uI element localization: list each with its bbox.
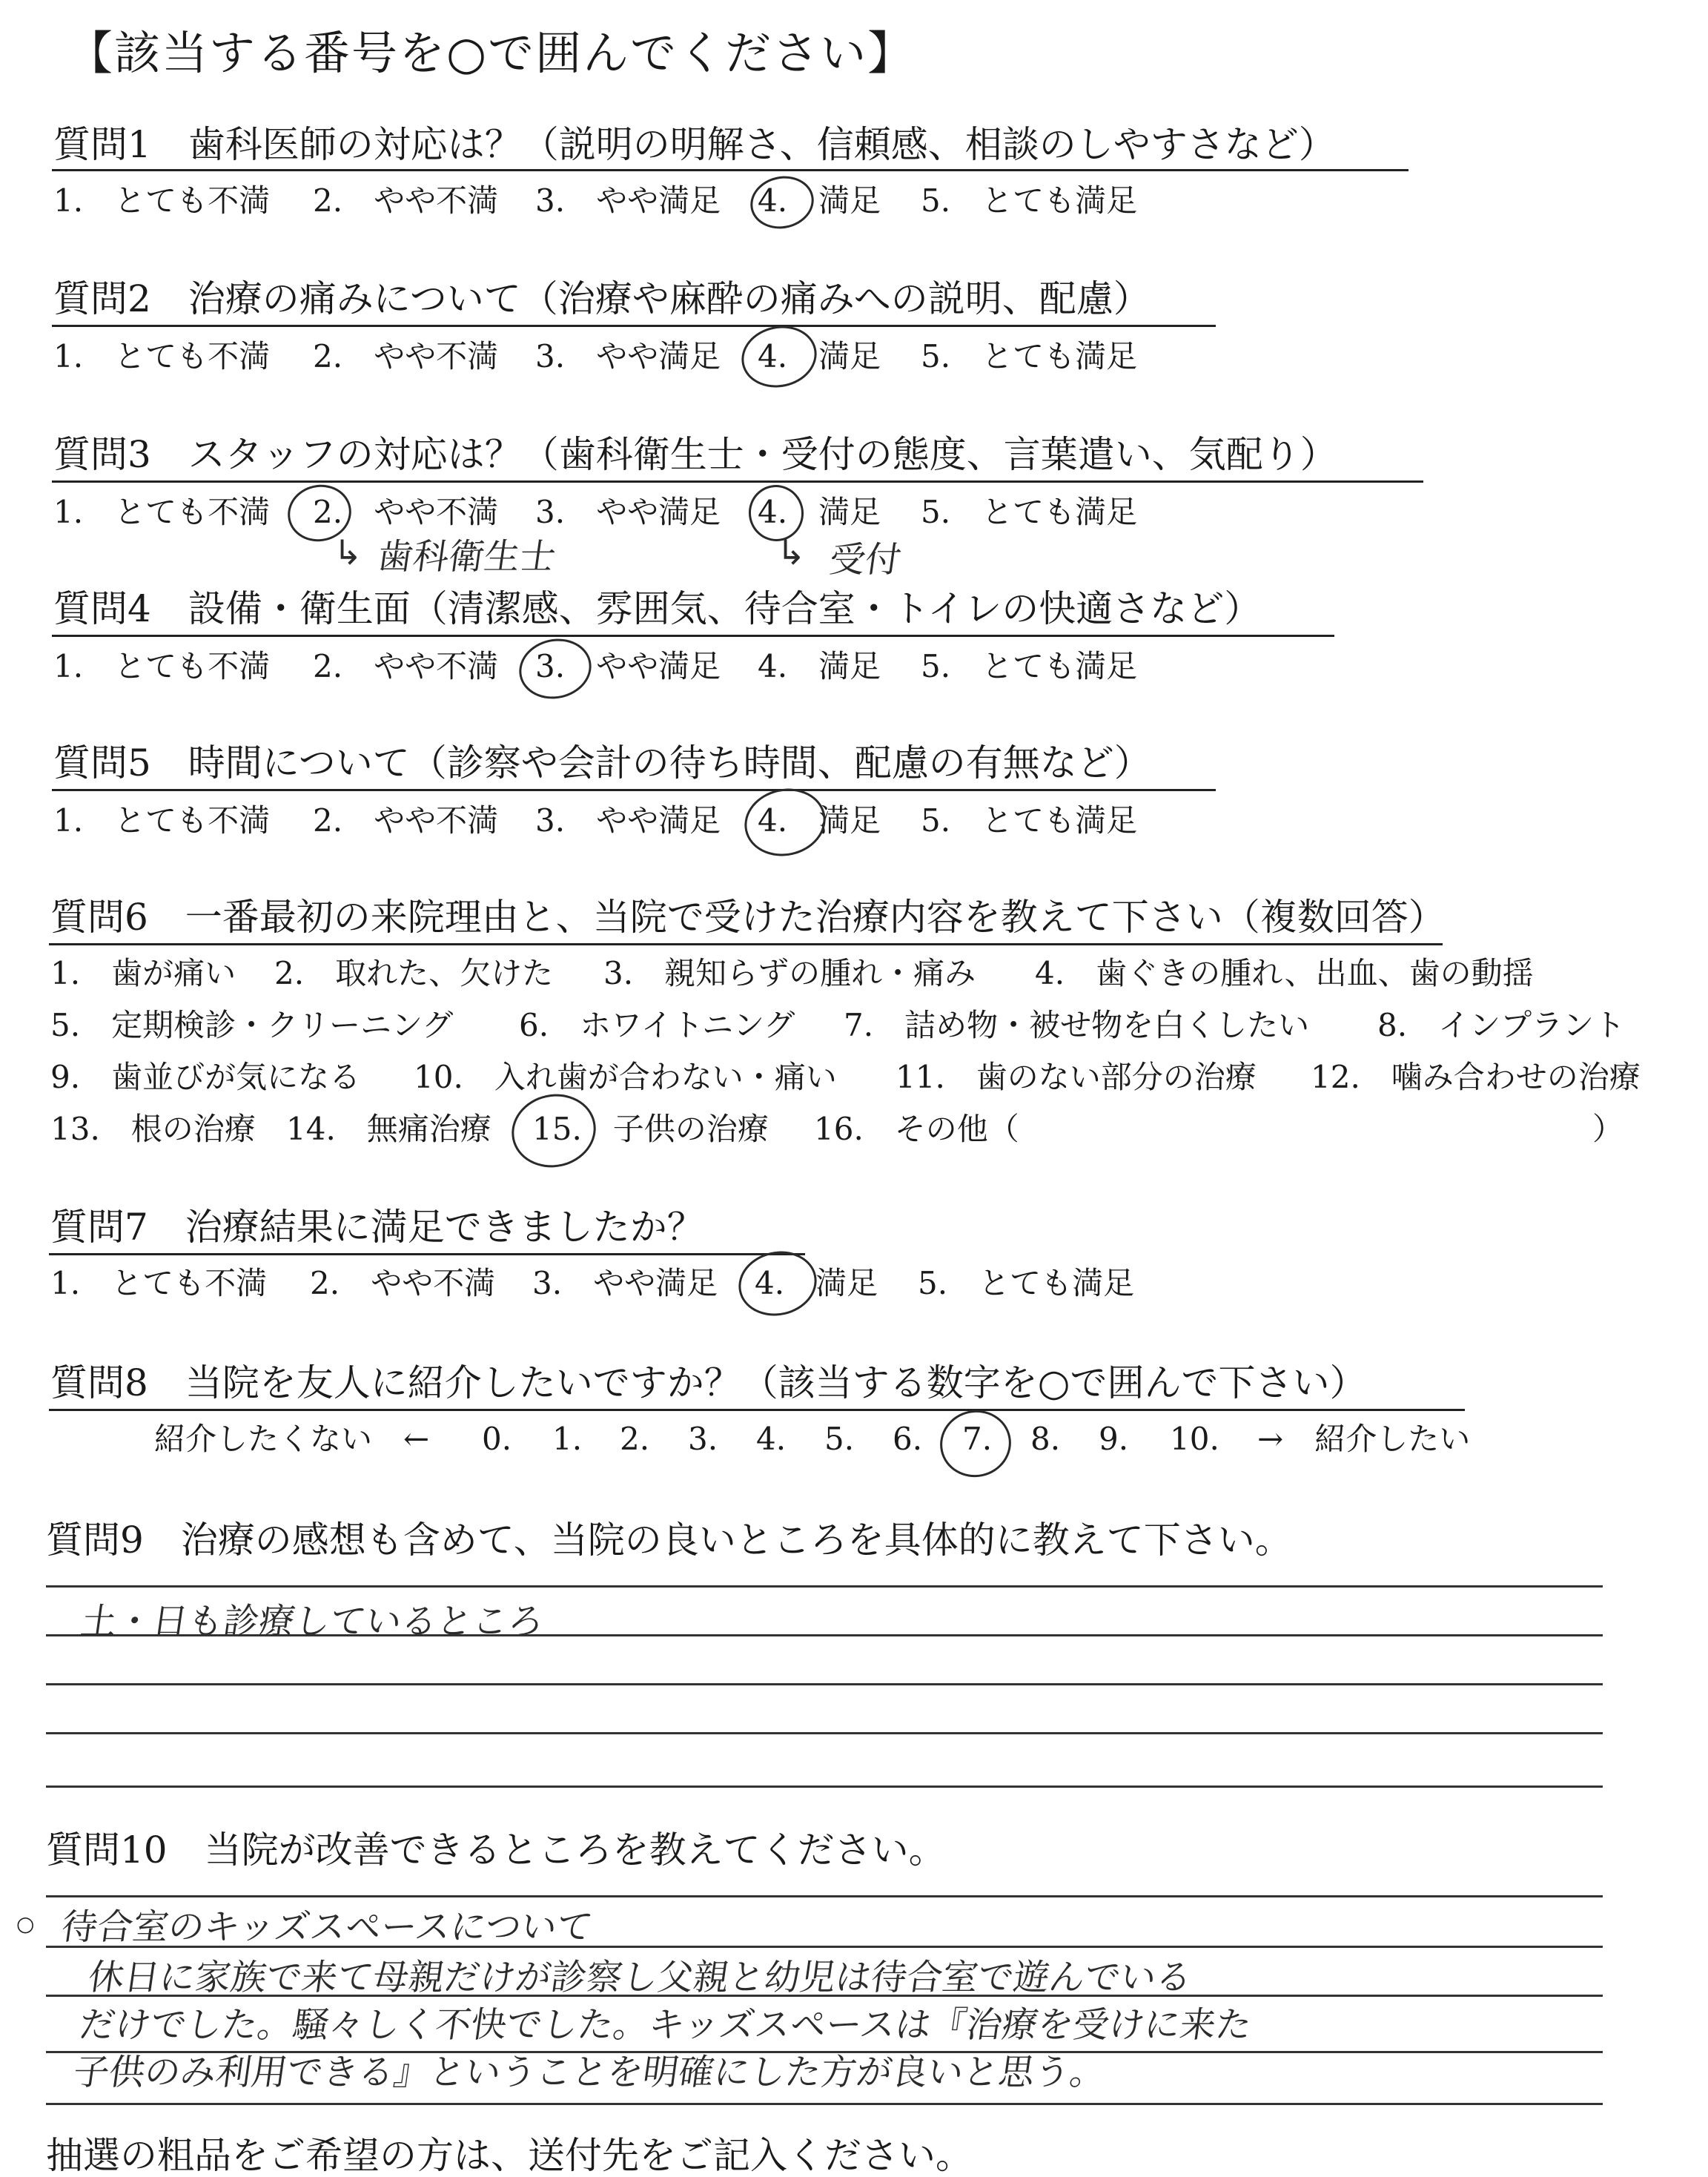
q3-option-2[interactable]: 2. やや不満 <box>313 494 499 530</box>
question-7-label: 質問7 治療結果に満足できましたか？ <box>50 1206 704 1249</box>
q7-option-5[interactable]: 5. とても満足 <box>918 1265 1135 1301</box>
q6-option-16[interactable]: 16. その他（ <box>814 1111 1019 1147</box>
q6-selection-circle <box>505 1086 603 1175</box>
question-8-label: 質問8 当院を友人に紹介したいですか？（該当する数字を○で囲んで下さい） <box>50 1361 1367 1404</box>
question-10-label: 質問10 当院が改善できるところを教えてください。 <box>46 1829 946 1872</box>
q6-option-7[interactable]: 7. 詰め物・被せ物を白くしたい <box>844 1007 1310 1043</box>
q8-number-9[interactable]: 9. <box>1099 1421 1129 1457</box>
question-6-row-3 <box>50 1059 1681 1099</box>
question-1-label: 質問1 歯科医師の対応は？（説明の明解さ、信頼感、相談のしやすさなど） <box>53 123 1336 166</box>
q3-option-4[interactable]: 4. 満足 <box>758 494 881 530</box>
q6-option-14[interactable]: 14. 無痛治療 <box>286 1111 491 1147</box>
q10-handwritten-line-1: 待合室のキッズスペースについて <box>59 1906 595 1948</box>
q8-number-5[interactable]: 5. <box>824 1421 855 1457</box>
q3-handwritten-note-right: 受付 <box>827 539 904 581</box>
question-5-underline <box>52 789 1216 791</box>
q6-option-11[interactable]: 11. 歯のない部分の治療 <box>896 1059 1257 1095</box>
q3-option-1[interactable]: 1. とても不満 <box>53 494 271 530</box>
q5-option-1[interactable]: 1. とても不満 <box>53 802 271 839</box>
q5-option-4[interactable]: 4. 満足 <box>758 802 881 839</box>
q10-handwritten-line-4: 子供のみ利用できる』ということを明確にした方が良いと思う。 <box>70 2052 1109 2093</box>
question-1-underline <box>52 169 1409 171</box>
q1-option-4[interactable]: 4. 満足 <box>758 182 881 219</box>
q7-option-3[interactable]: 3. やや満足 <box>532 1265 718 1301</box>
q8-selection-circle <box>934 1404 1018 1484</box>
question-3-options <box>53 494 1388 534</box>
q2-option-3[interactable]: 3. やや満足 <box>535 338 721 374</box>
q9-handwritten-answer: 土・日も診療しているところ <box>78 1601 547 1642</box>
q8-number-10[interactable]: 10. <box>1170 1421 1219 1457</box>
question-5-label: 質問5 時間について（診察や会計の待ち時間、配慮の有無など） <box>53 741 1151 784</box>
question-5-options <box>53 802 1388 842</box>
q8-left-label: 紹介したくない ← <box>154 1421 430 1457</box>
q9-answer-line-5 <box>46 1785 1603 1788</box>
q6-option-3[interactable]: 3. 親知らずの腫れ・痛み <box>603 955 976 991</box>
question-6-underline <box>49 943 1443 945</box>
q4-option-2[interactable]: 2. やや不満 <box>313 648 499 684</box>
q6-other-close-paren: ） <box>1592 1111 1624 1147</box>
q8-number-4[interactable]: 4. <box>756 1421 787 1457</box>
q8-number-0[interactable]: 0. <box>482 1421 512 1457</box>
q8-number-2[interactable]: 2. <box>620 1421 650 1457</box>
question-4-underline <box>52 635 1334 637</box>
question-8-underline <box>49 1409 1465 1411</box>
q2-option-5[interactable]: 5. とても満足 <box>921 338 1138 374</box>
q3-option-3[interactable]: 3. やや満足 <box>535 494 721 530</box>
q7-option-1[interactable]: 1. とても不満 <box>50 1265 268 1301</box>
q6-option-5[interactable]: 5. 定期検診・クリーニング <box>50 1007 454 1043</box>
question-8-scale <box>0 1421 1708 1461</box>
q6-option-9[interactable]: 9. 歯並びが気になる <box>50 1059 361 1095</box>
q3-note-arrow-right-icon: ↳ <box>777 532 806 572</box>
question-2-options <box>53 338 1388 378</box>
q4-option-3[interactable]: 3. やや満足 <box>535 648 721 684</box>
question-9-label: 質問9 治療の感想も含めて、当院の良いところを具体的に教えて下さい。 <box>46 1519 1292 1562</box>
q7-option-2[interactable]: 2. やや不満 <box>310 1265 496 1301</box>
question-6-row-4 <box>50 1111 1681 1151</box>
q6-option-6[interactable]: 6. ホワイトニング <box>519 1007 795 1043</box>
q9-answer-line-3 <box>46 1683 1603 1685</box>
q10-answer-line-1 <box>46 1895 1603 1897</box>
q4-option-4[interactable]: 4. 満足 <box>758 648 881 684</box>
question-2-underline <box>52 325 1216 327</box>
q2-selection-circle <box>736 319 823 394</box>
q8-number-8[interactable]: 8. <box>1030 1421 1061 1457</box>
q9-answer-line-2 <box>46 1634 1603 1636</box>
q1-selection-circle <box>746 171 819 234</box>
q1-option-5[interactable]: 5. とても満足 <box>921 182 1138 219</box>
footer-text: 抽選の粗品をご希望の方は、送付先をご記入ください。 <box>46 2134 973 2177</box>
q9-answer-line-4 <box>46 1732 1603 1734</box>
question-1-options <box>53 182 1388 222</box>
q8-number-6[interactable]: 6. <box>893 1421 923 1457</box>
q6-option-2[interactable]: 2. 取れた、欠けた <box>274 955 554 991</box>
q10-answer-line-2 <box>46 1946 1603 1948</box>
q4-option-5[interactable]: 5. とても満足 <box>921 648 1138 684</box>
q3-option-5[interactable]: 5. とても満足 <box>921 494 1138 530</box>
question-2-label: 質問2 治療の痛みについて（治療や麻酔の痛みへの説明、配慮） <box>53 277 1151 320</box>
q2-option-1[interactable]: 1. とても不満 <box>53 338 271 374</box>
q6-option-13[interactable]: 13. 根の治療 <box>50 1111 256 1147</box>
q6-option-8[interactable]: 8. インプラント <box>1377 1007 1626 1043</box>
q8-right-label: → 紹介したい <box>1257 1421 1471 1457</box>
question-3-label: 質問3 スタッフの対応は？（歯科衛生士・受付の態度、言葉遣い、気配り） <box>53 433 1337 476</box>
question-6-row-1 <box>50 955 1681 995</box>
q2-option-2[interactable]: 2. やや不満 <box>313 338 499 374</box>
q7-selection-circle <box>732 1244 823 1323</box>
q2-option-4[interactable]: 4. 満足 <box>758 338 881 374</box>
q3-note-arrow-left-icon: ↳ <box>334 532 363 572</box>
q5-selection-circle <box>738 782 832 864</box>
q1-option-2[interactable]: 2. やや不満 <box>313 182 499 219</box>
q3-handwritten-note-left: 歯科衛生士 <box>374 536 559 578</box>
q10-handwritten-line-3: だけでした。騒々しく不快でした。キッズスペースは『治療を受けに来た <box>76 2004 1254 2046</box>
question-6-label: 質問6 一番最初の来院理由と、当院で受けた治療内容を教えて下さい（複数回答） <box>50 896 1446 939</box>
q10-answer-line-5 <box>46 2103 1603 2105</box>
q6-option-1[interactable]: 1. 歯が痛い <box>50 955 236 991</box>
q4-option-1[interactable]: 1. とても不満 <box>53 648 271 684</box>
q6-option-15[interactable]: 15. 子供の治療 <box>532 1111 769 1147</box>
q10-handwritten-line-2: 休日に家族で来て母親だけが診察し父親と幼児は待合室で遊んでいる <box>85 1957 1195 1998</box>
q6-option-4[interactable]: 4. 歯ぐきの腫れ、出血、歯の動揺 <box>1035 955 1534 991</box>
question-7-options <box>50 1265 1385 1305</box>
q10-bullet-icon: ○ <box>16 1912 35 1936</box>
question-7-underline <box>49 1253 805 1255</box>
q8-number-7[interactable]: 7. <box>962 1421 993 1457</box>
q6-option-10[interactable]: 10. 入れ歯が合わない・痛い <box>414 1059 837 1095</box>
q5-option-5[interactable]: 5. とても満足 <box>921 802 1138 839</box>
question-4-options <box>53 648 1388 688</box>
q9-answer-line-1 <box>46 1585 1603 1588</box>
q1-option-3[interactable]: 3. やや満足 <box>535 182 721 219</box>
q4-selection-circle <box>514 632 597 706</box>
q7-option-4[interactable]: 4. 満足 <box>755 1265 878 1301</box>
q5-option-2[interactable]: 2. やや不満 <box>313 802 499 839</box>
q1-option-1[interactable]: 1. とても不満 <box>53 182 271 219</box>
question-4-label: 質問4 設備・衛生面（清潔感、雰囲気、待合室・トイレの快適さなど） <box>53 587 1262 630</box>
q8-number-1[interactable]: 1. <box>552 1421 583 1457</box>
question-6-row-2 <box>50 1007 1681 1047</box>
question-3-underline <box>52 480 1423 483</box>
q8-number-3[interactable]: 3. <box>688 1421 718 1457</box>
q5-option-3[interactable]: 3. やや満足 <box>535 802 721 839</box>
q6-option-12[interactable]: 12. 噛み合わせの治療 <box>1311 1059 1641 1095</box>
page-title: 【該当する番号を○で囲んでください】 <box>67 26 916 80</box>
